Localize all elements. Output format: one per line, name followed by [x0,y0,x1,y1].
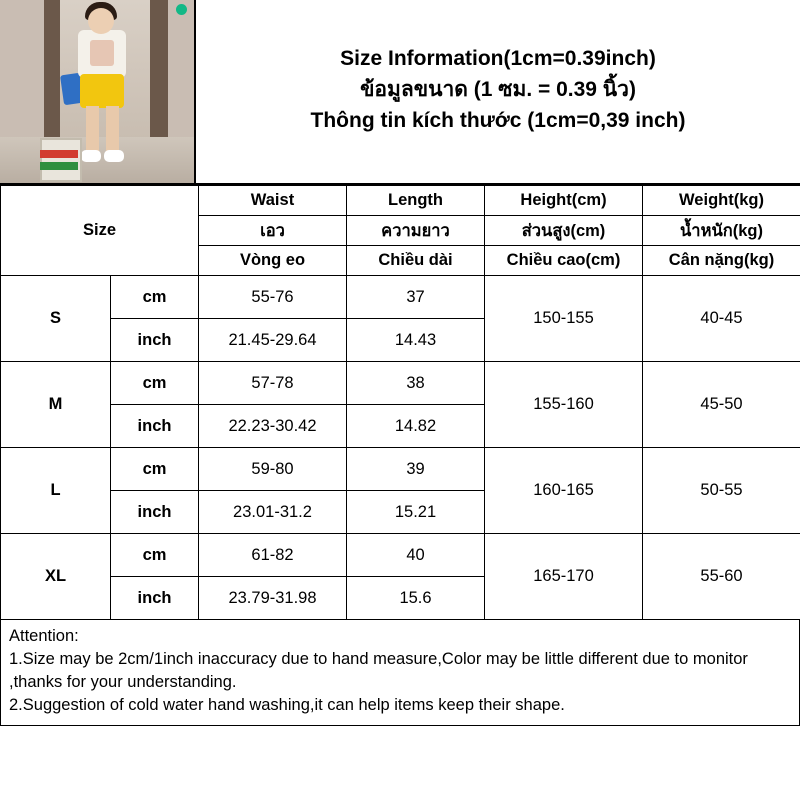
xl-height: 165-170 [485,534,643,620]
green-dot-icon [176,4,187,15]
xl-waist-inch: 23.79-31.98 [199,577,347,620]
s-length-cm: 37 [347,276,485,319]
table-header-row-1 [1,186,800,216]
s-length-inch: 14.43 [347,319,485,362]
photo-box-stripe-green [40,162,78,170]
s-weight: 40-45 [643,276,800,362]
header-waist-en: Waist [199,186,347,216]
unit-cm: cm [111,362,199,405]
header-weight-vi: Cân nặng(kg) [643,246,800,276]
title-thai: ข้อมูลขนาด (1 ซม. = 0.39 นิ้ว) [360,78,636,101]
photo-leg-right [106,106,119,152]
m-waist-cm: 57-78 [199,362,347,405]
unit-inch: inch [111,491,199,534]
size-label-l: L [1,448,111,534]
header-area [0,0,800,185]
l-length-inch: 15.21 [347,491,485,534]
m-height: 155-160 [485,362,643,448]
photo-box [40,138,82,182]
unit-inch: inch [111,405,199,448]
header-height-th: ส่วนสูง(cm) [485,216,643,246]
l-waist-cm: 59-80 [199,448,347,491]
xl-length-cm: 40 [347,534,485,577]
title-block [196,0,800,183]
photo-shoe-right [104,150,124,162]
header-height-en: Height(cm) [485,186,643,216]
header-length-en: Length [347,186,485,216]
s-waist-inch: 21.45-29.64 [199,319,347,362]
unit-cm: cm [111,534,199,577]
attention-line-1: 1.Size may be 2cm/1inch inaccuracy due to hand measure,Color may be little different due to monitor ,thanks for your understanding. [9,650,748,691]
header-waist-vi: Vòng eo [199,246,347,276]
photo-leg-left [86,106,99,152]
product-photo [0,0,196,183]
m-weight: 45-50 [643,362,800,448]
photo-shoe-left [81,150,101,162]
size-label-xl: XL [1,534,111,620]
xl-weight: 55-60 [643,534,800,620]
title-english: Size Information(1cm=0.39inch) [340,47,656,70]
photo-box-stripe-red [40,150,78,158]
s-waist-cm: 55-76 [199,276,347,319]
unit-cm: cm [111,448,199,491]
header-weight-en: Weight(kg) [643,186,800,216]
photo-yellow-shorts [80,74,124,108]
table-row [1,448,800,491]
unit-inch: inch [111,319,199,362]
s-height: 150-155 [485,276,643,362]
l-waist-inch: 23.01-31.2 [199,491,347,534]
header-length-th: ความยาว [347,216,485,246]
table-row [1,276,800,319]
xl-waist-cm: 61-82 [199,534,347,577]
m-length-cm: 38 [347,362,485,405]
table-row [1,362,800,405]
size-label-s: S [1,276,111,362]
header-waist-th: เอว [199,216,347,246]
photo-tshirt-print [90,40,114,66]
title-vietnamese: Thông tin kích thước (1cm=0,39 inch) [310,109,686,132]
attention-note [0,620,800,726]
attention-heading: Attention: [9,627,79,645]
size-label-m: M [1,362,111,448]
l-height: 160-165 [485,448,643,534]
header-weight-th: น้ำหนัก(kg) [643,216,800,246]
l-weight: 50-55 [643,448,800,534]
m-waist-inch: 22.23-30.42 [199,405,347,448]
header-height-vi: Chiều cao(cm) [485,246,643,276]
l-length-cm: 39 [347,448,485,491]
unit-inch: inch [111,577,199,620]
table-row [1,534,800,577]
photo-head [88,8,114,34]
header-size: Size [1,186,199,276]
xl-length-inch: 15.6 [347,577,485,620]
m-length-inch: 14.82 [347,405,485,448]
header-length-vi: Chiều dài [347,246,485,276]
unit-cm: cm [111,276,199,319]
attention-line-2: 2.Suggestion of cold water hand washing,it can help items keep their shape. [9,696,565,714]
size-table [0,185,800,620]
